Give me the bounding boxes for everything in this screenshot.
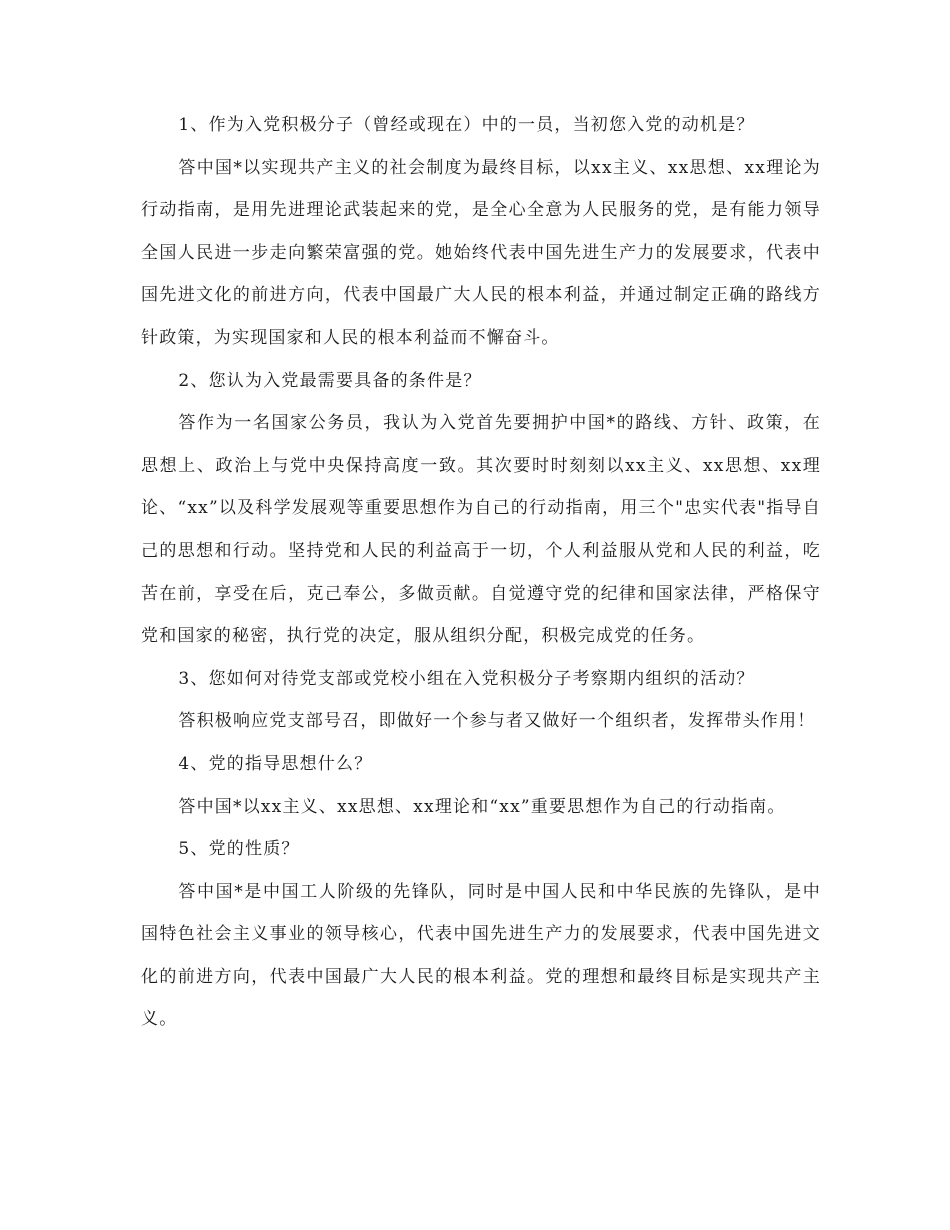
question-1: 1、作为入党积极分子（曾经或现在）中的一员，当初您入党的动机是？ [178,115,755,135]
document-body [141,104,821,1041]
answer-1: 答中国*以实现共产主义的社会制度为最终目标，以xx主义、xx思想、xx理论为行动指南，是用先进理论武装起来的党，是全心全意为人民服务的党，是有能力领导全国人民进一步走向繁荣富强的党。她始终代表中国先进生产力的发展要求，代表中国先进文化的前进方向，代表中国最广大人民的根本利益，并通过制定正确的路线方针政策，为实现国家和人民的根本利益而不懈奋斗。 [141,157,821,348]
question-3: 3、您如何对待党支部或党校小组在入党积极分子考察期内组织的活动？ [178,668,755,689]
question-2: 2、您认为入党最需要具备的条件是？ [178,370,482,391]
answer-4: 答中国*以xx主义、xx思想、xx理论和“xx”重要思想作为自己的行动指南。 [178,796,786,817]
question-5: 5、党的性质？ [178,839,300,860]
answer-2: 答作为一名国家公务员，我认为入党首先要拥护中国*的路线、方针、政策，在思想上、政治上与党中央保持高度一致。其次要时时刻刻以xx主义、xx思想、xx理论、“xx”以及科学发展观等重要思想作为自己的行动指南，用三个"忠实代表"指导自己的思想和行动。坚持党和人民的利益高于一切，个人利益服从党和人民的利益，吃苦在前，享受在后，克己奉公，多做贡献。自觉遵守党的纪律和国家法律，严格保守党和国家的秘密，执行党的决定，服从组织分配，积极完成党的任务。 [141,413,821,647]
answer-3: 答积极响应党支部号召，即做好一个参与者又做好一个组织者，发挥带头作用！ [178,711,816,732]
answer-5: 答中国*是中国工人阶级的先锋队，同时是中国人民和中华民族的先锋队，是中国特色社会主义事业的领导核心，代表中国先进生产力的发展要求，代表中国先进文化的前进方向，代表中国最广大人民的根本利益。党的理想和最终目标是实现共产主义。 [141,881,821,1030]
question-4: 4、党的指导思想什么？ [178,753,373,774]
